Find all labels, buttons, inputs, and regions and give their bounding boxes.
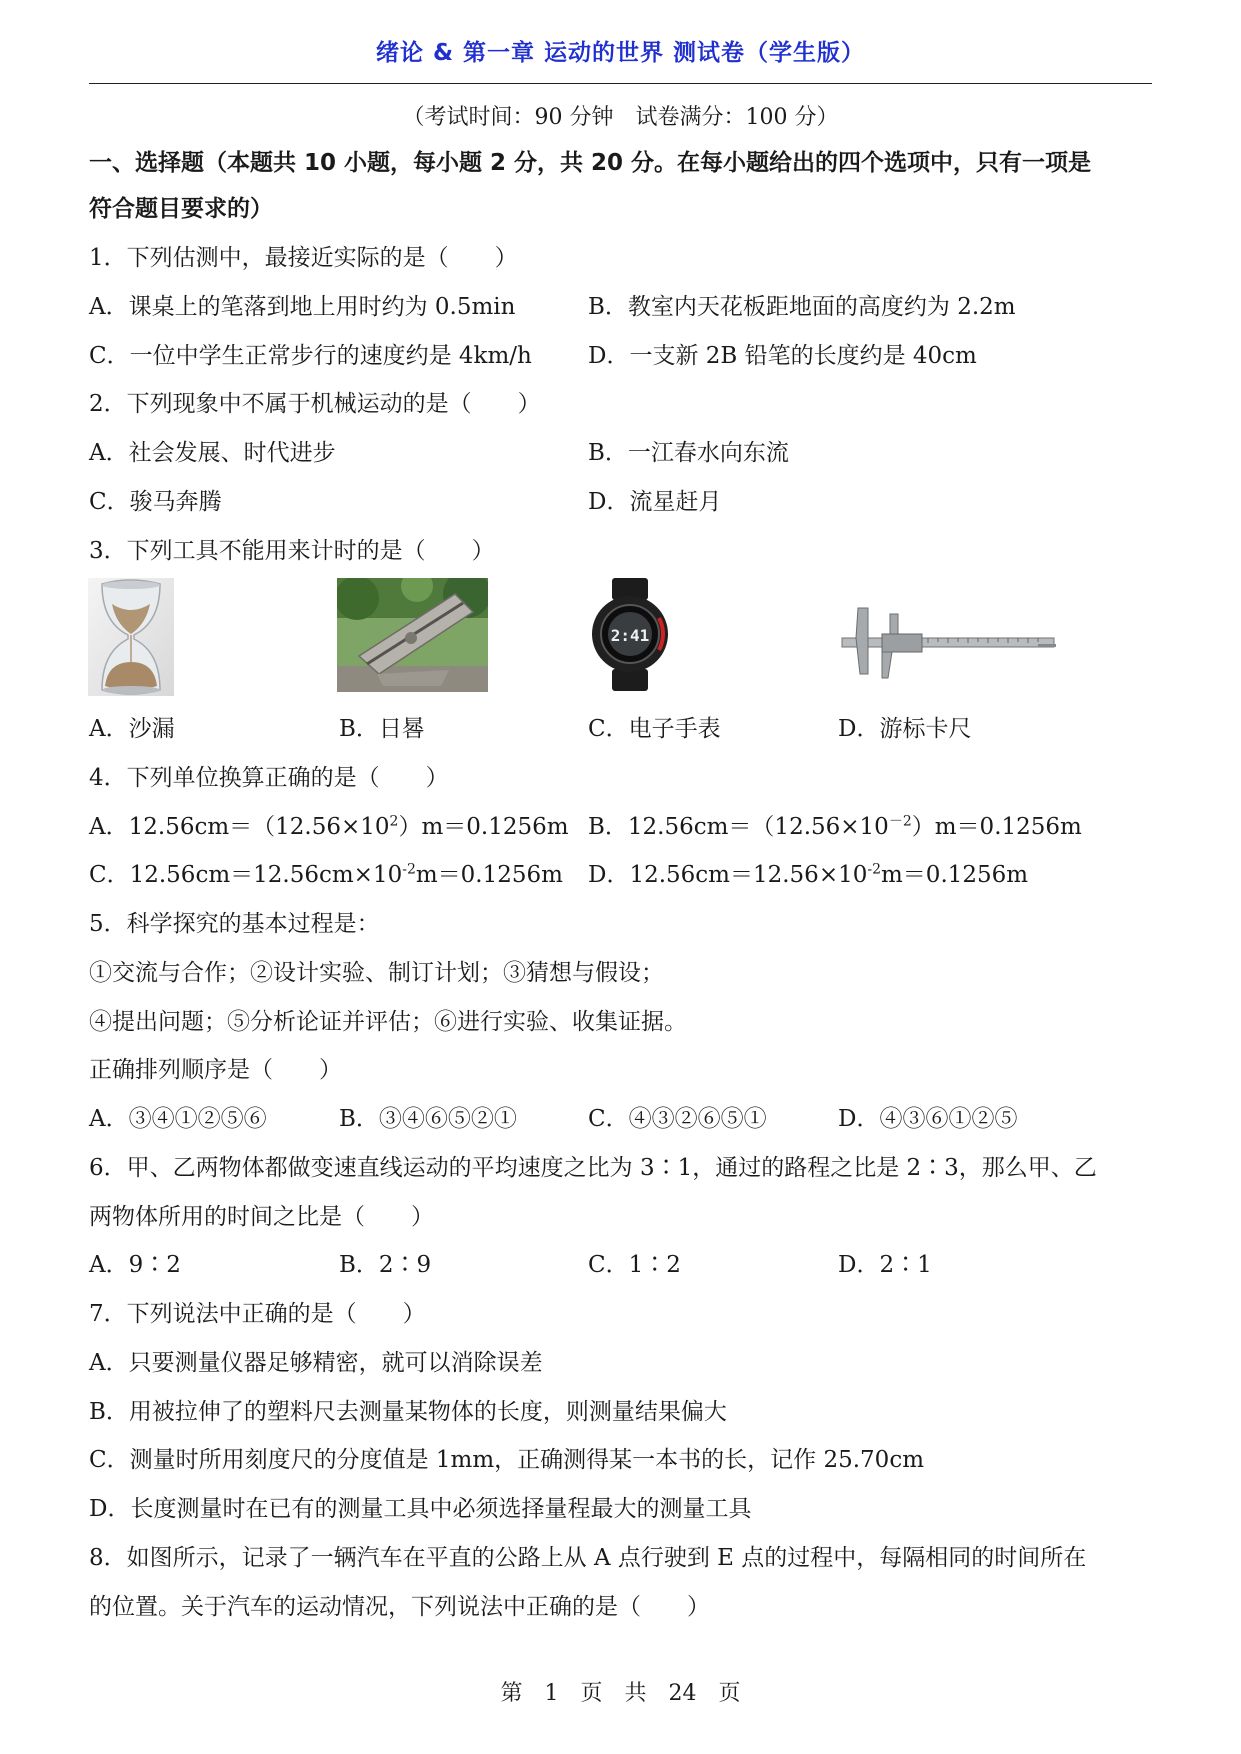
watch-digital-display: 2:41: [610, 626, 650, 645]
q5-steps-line1: ①交流与合作；②设计实验、制订计划；③猜想与假设；: [89, 960, 664, 986]
q3-stem: 3．下列工具不能用来计时的是（ ）: [89, 538, 495, 564]
q2-stem: 2．下列现象中不属于机械运动的是（ ）: [89, 391, 541, 417]
q3-option-d: D．游标卡尺: [838, 716, 972, 742]
q3-option-b: B．日晷: [339, 716, 425, 742]
section-heading-line2: 符合题目要求的）: [89, 196, 273, 222]
electronic-watch-image: [587, 578, 673, 691]
q6-option-d: D．2∶1: [838, 1252, 932, 1278]
q4-option-c: C．$12.56cm=12.56cm\times 10^{-2}m=0.1256m$: [89, 861, 563, 888]
q3-option-c: C．电子手表: [588, 716, 721, 742]
vernier-caliper-image: [838, 604, 1058, 682]
q2-option-a: A．社会发展、时代进步: [89, 440, 336, 466]
header-divider: [89, 83, 1152, 84]
q4-option-b: B．$12.56cm=(12.56\times 10^{-2})m=0.1256m$: [588, 813, 1082, 840]
q5-steps-line2: ④提出问题；⑤分析论证并评估；⑥进行实验、收集证据。: [89, 1009, 687, 1035]
q5-stem: 5．科学探究的基本过程是：: [89, 911, 380, 937]
q1-option-a: A．课桌上的笔落到地上用时约为 0.5min: [89, 294, 516, 320]
q5-question: 正确排列顺序是（ ）: [89, 1057, 342, 1083]
q7-option-b: B．用被拉伸了的塑料尺去测量某物体的长度，则测量结果偏大: [89, 1399, 727, 1425]
q6-stem-line2: 两物体所用的时间之比是（ ）: [89, 1204, 434, 1230]
q7-option-c: C．测量时所用刻度尺的分度值是 1mm，正确测得某一本书的长，记作 25.70cm: [89, 1447, 925, 1473]
q6-option-a: A．9∶2: [89, 1252, 181, 1278]
q6-option-b: B．2∶9: [339, 1252, 432, 1278]
q2-option-d: D．流星赶月: [588, 489, 722, 515]
q2-option-c: C．骏马奔腾: [89, 489, 222, 515]
q1-stem: 1．下列估测中，最接近实际的是（ ）: [89, 245, 518, 271]
q4-option-a: A．$12.56cm=(12.56\times 10^2)m=0.1256m$: [89, 813, 569, 840]
section-heading-line1: 一、选择题（本题共 10 小题，每小题 2 分，共 20 分。在每小题给出的四个选项中，只有一项是: [89, 150, 1092, 176]
q4-option-d: D．$12.56cm=12.56\times 10^{-2}m=0.1256m$: [588, 861, 1029, 888]
q5-option-a: A．③④①②⑤⑥: [89, 1106, 267, 1132]
q5-option-c: C．④③②⑥⑤①: [588, 1106, 767, 1132]
q5-option-b: B．③④⑥⑤②①: [339, 1106, 517, 1132]
sundial-image: [337, 578, 488, 692]
q1-option-b: B．教室内天花板距地面的高度约为 2.2m: [588, 294, 1016, 320]
q5-option-d: D．④③⑥①②⑤: [838, 1106, 1018, 1132]
q1-option-d: D．一支新 2B 铅笔的长度约是 40cm: [588, 343, 977, 369]
q7-option-d: D．长度测量时在已有的测量工具中必须选择量程最大的测量工具: [89, 1496, 752, 1522]
q8-stem-line1: 8．如图所示，记录了一辆汽车在平直的公路上从 A 点行驶到 E 点的过程中，每隔相同的时间所在: [89, 1545, 1087, 1571]
q4-stem: 4．下列单位换算正确的是（ ）: [89, 765, 449, 791]
page-footer: 第 1 页 共 24 页: [500, 1681, 741, 1706]
exam-info: （考试时间：90 分钟 试卷满分：100 分）: [402, 105, 839, 130]
hourglass-image: [88, 578, 174, 696]
q6-stem-line1: 6．甲、乙两物体都做变速直线运动的平均速度之比为 3∶1，通过的路程之比是 2∶3，那么甲、乙: [89, 1155, 1097, 1181]
page-header-title: 绪论 & 第一章 运动的世界 测试卷（学生版）: [375, 40, 866, 66]
q2-option-b: B．一江春水向东流: [588, 440, 789, 466]
q7-stem: 7．下列说法中正确的是（ ）: [89, 1301, 426, 1327]
q7-option-a: A．只要测量仪器足够精密，就可以消除误差: [89, 1350, 543, 1376]
q1-option-c: C．一位中学生正常步行的速度约是 4km/h: [89, 343, 532, 369]
q8-stem-line2: 的位置。关于汽车的运动情况，下列说法中正确的是（ ）: [89, 1594, 710, 1620]
q6-option-c: C．1∶2: [588, 1252, 681, 1278]
q3-option-a: A．沙漏: [89, 716, 175, 742]
